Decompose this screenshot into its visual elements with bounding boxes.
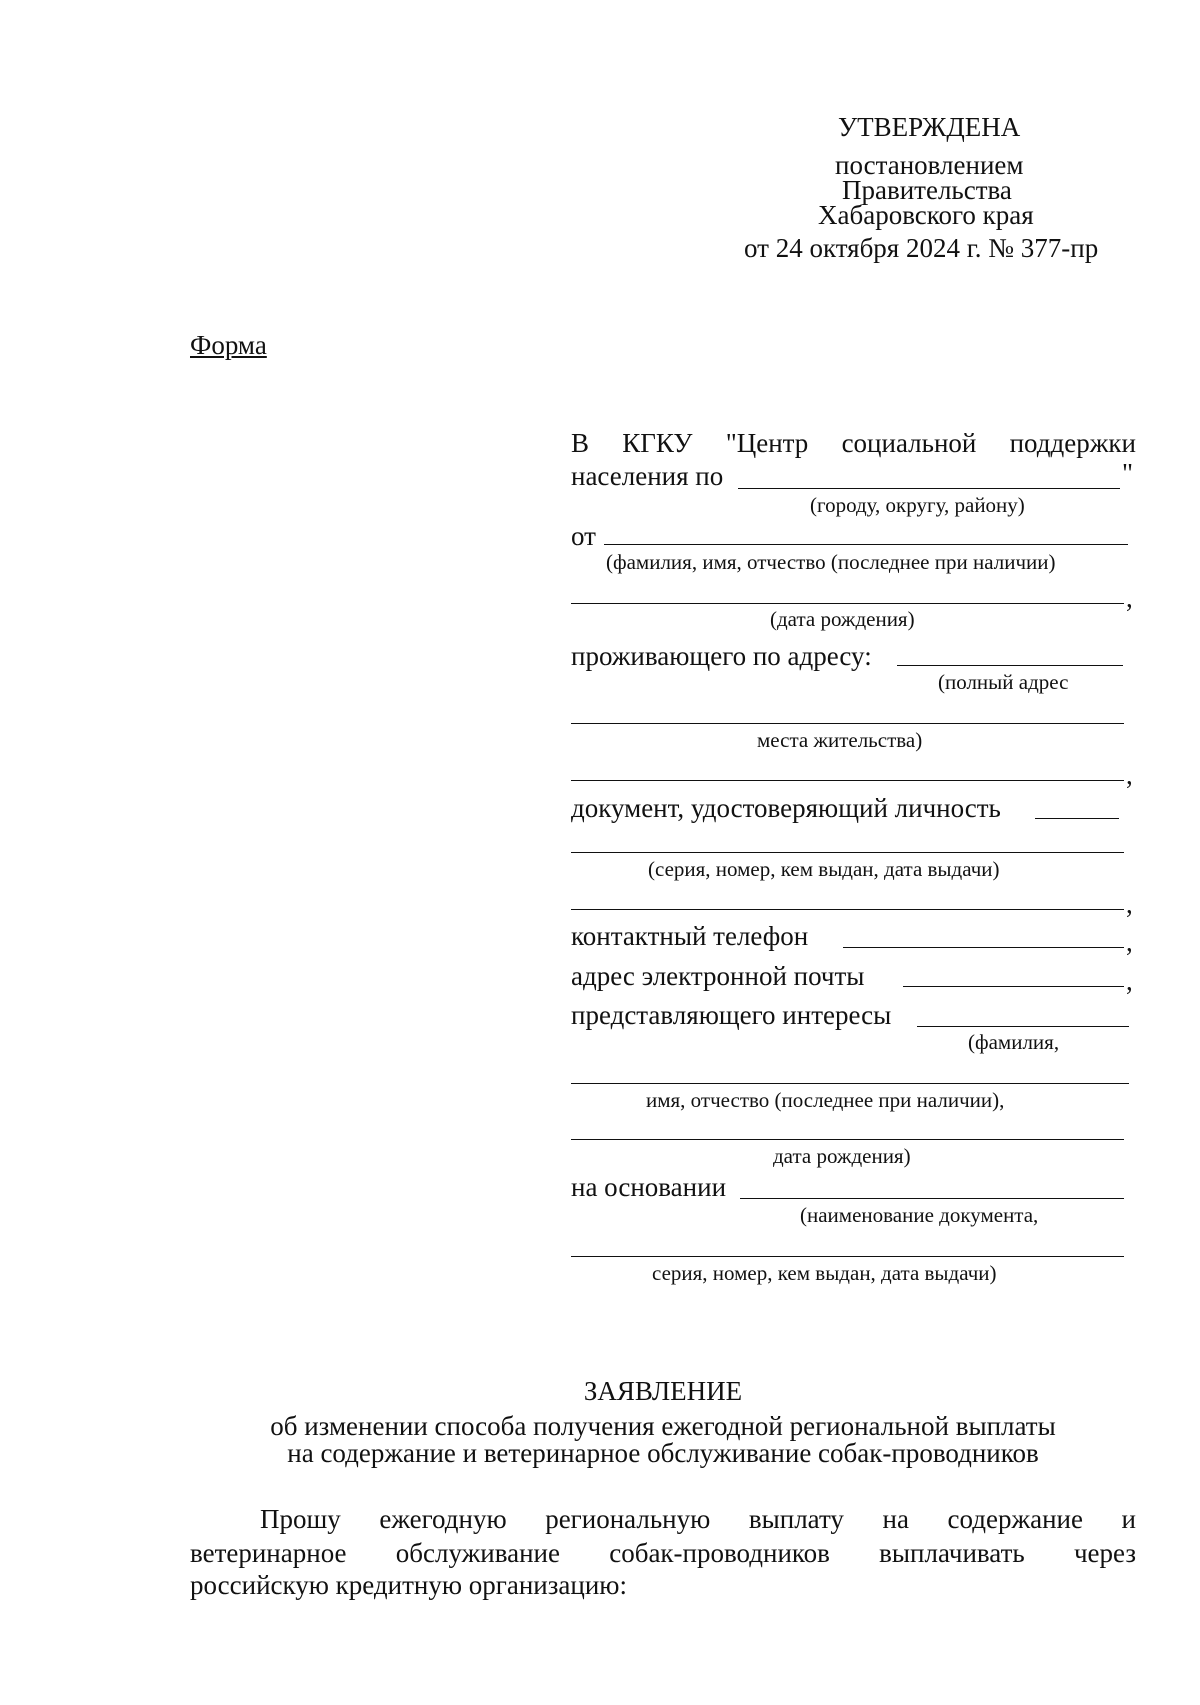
- paragraph-word: региональную: [545, 1504, 711, 1534]
- fio-blank[interactable]: [604, 544, 1128, 545]
- paragraph-word: на: [882, 1504, 909, 1534]
- id-doc-blank-2[interactable]: [571, 852, 1124, 853]
- statement-title-wrap: [0, 1376, 1200, 1406]
- paragraph-word: Прошу: [260, 1504, 341, 1534]
- comma: ,: [1126, 760, 1133, 790]
- paragraph-word: ветеринарное: [190, 1538, 347, 1568]
- approval-line-3: Хабаровского края: [818, 200, 1034, 230]
- paragraph-word: через: [1073, 1538, 1136, 1568]
- hint-birth: (дата рождения): [770, 607, 915, 631]
- addressee-line-2: населения по: [571, 461, 724, 491]
- hint-fio: (фамилия, имя, отчество (последнее при наличии): [606, 550, 1056, 574]
- approval-line-2: Правительства: [842, 175, 1012, 205]
- birth-date-blank[interactable]: [571, 603, 1124, 604]
- paragraph-word: собак-проводников: [609, 1538, 830, 1568]
- approval-line-1: постановлением: [835, 150, 1024, 180]
- addressee-word: КГКУ: [622, 428, 693, 458]
- statement-subtitle-1-wrap: [0, 1411, 1200, 1441]
- addressee-word: "Центр: [725, 428, 809, 458]
- addressee-word: поддержки: [1009, 428, 1136, 458]
- approval-date: от 24 октября 2024 г. № 377-пр: [744, 233, 1099, 263]
- addressee-word: В: [571, 428, 590, 458]
- paragraph-line-3: российскую кредитную организацию:: [190, 1570, 627, 1600]
- approval-title: УТВЕРЖДЕНА: [838, 112, 1021, 142]
- paragraph-word: выплату: [748, 1504, 844, 1534]
- paragraph-word: выплачивать: [879, 1538, 1025, 1568]
- statement-subtitle-2-wrap: [0, 1438, 1200, 1468]
- phone-blank[interactable]: [843, 947, 1124, 948]
- address-blank-3[interactable]: [571, 780, 1124, 781]
- address-blank-2[interactable]: [571, 723, 1124, 724]
- paragraph-line-2: [190, 1538, 1136, 1568]
- hint-rep-2: имя, отчество (последнее при наличии),: [646, 1088, 1005, 1112]
- hint-basis-2: серия, номер, кем выдан, дата выдачи): [652, 1261, 997, 1285]
- paragraph-word: содержание: [947, 1504, 1083, 1534]
- paragraph-line-1: [260, 1504, 1136, 1534]
- id-doc-blank-1[interactable]: [1035, 818, 1119, 819]
- from-label: от: [571, 521, 596, 551]
- hint-address-2: места жительства): [757, 728, 923, 752]
- address-blank-1[interactable]: [897, 665, 1123, 666]
- residing-label: проживающего по адресу:: [571, 641, 872, 671]
- hint-rep-3: дата рождения): [773, 1144, 911, 1168]
- paragraph-word: ежегодную: [379, 1504, 507, 1534]
- basis-blank-1[interactable]: [740, 1198, 1124, 1199]
- email-label: адрес электронной почты: [571, 961, 865, 991]
- phone-label: контактный телефон: [571, 921, 809, 951]
- rep-blank-3[interactable]: [571, 1139, 1124, 1140]
- paragraph-word: обслуживание: [395, 1538, 560, 1568]
- basis-blank-2[interactable]: [571, 1256, 1124, 1257]
- paragraph-word: и: [1121, 1504, 1136, 1534]
- statement-subtitle-1: об изменении способа получения ежегодной региональной выплаты: [270, 1411, 1056, 1441]
- rep-label: представляющего интересы: [571, 1000, 892, 1030]
- hint-id-doc: (серия, номер, кем выдан, дата выдачи): [648, 857, 1000, 881]
- email-blank[interactable]: [903, 986, 1124, 987]
- city-blank[interactable]: [738, 488, 1120, 489]
- hint-basis-1: (наименование документа,: [800, 1203, 1039, 1227]
- id-doc-label: документ, удостоверяющий личность: [571, 793, 1001, 823]
- rep-blank-1[interactable]: [917, 1026, 1129, 1027]
- id-doc-blank-3[interactable]: [571, 909, 1124, 910]
- comma: ,: [1126, 583, 1133, 613]
- quote-close: ": [1122, 458, 1134, 488]
- statement-subtitle-2: на содержание и ветеринарное обслуживание собак-проводников: [287, 1438, 1039, 1468]
- addressee-word: социальной: [841, 428, 977, 458]
- hint-address-1: (полный адрес: [938, 670, 1069, 694]
- comma: ,: [1126, 966, 1133, 996]
- addressee-line-1: [571, 428, 1136, 458]
- form-label: Форма: [190, 330, 267, 360]
- basis-label: на основании: [571, 1172, 727, 1202]
- hint-rep-1: (фамилия,: [968, 1030, 1060, 1054]
- rep-blank-2[interactable]: [571, 1083, 1129, 1084]
- hint-city: (городу, округу, району): [810, 493, 1025, 517]
- comma: ,: [1126, 927, 1133, 957]
- comma: ,: [1126, 889, 1133, 919]
- statement-title: ЗАЯВЛЕНИЕ: [583, 1376, 743, 1406]
